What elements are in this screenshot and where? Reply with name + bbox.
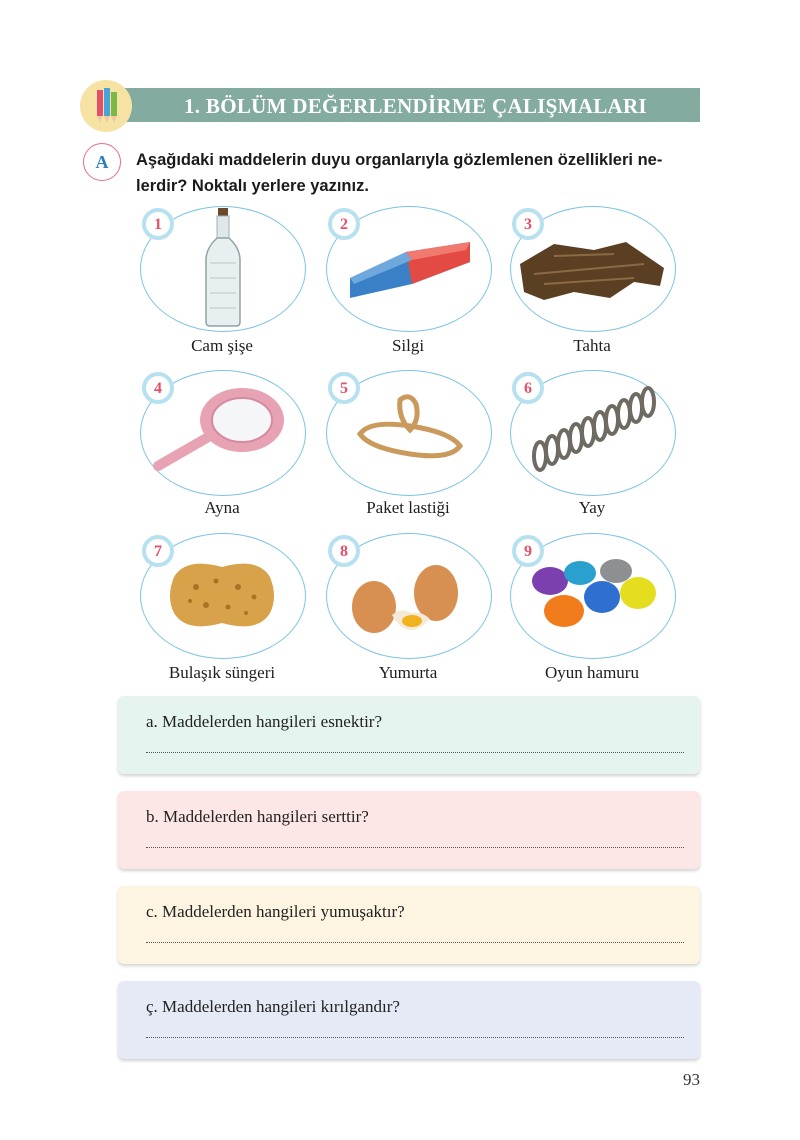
item-card-2 xyxy=(326,206,506,376)
item-number-badge: 6 xyxy=(512,372,544,404)
section-letter-badge: A xyxy=(83,143,121,181)
answer-line[interactable] xyxy=(146,1037,684,1038)
question-box-c-cedilla xyxy=(118,981,700,1059)
wood-plank-icon xyxy=(514,234,670,310)
item-number-badge: 7 xyxy=(142,535,174,567)
page-title: 1. BÖLÜM DEĞERLENDİRME ÇALIŞMALARI xyxy=(184,94,647,118)
item-label: Oyun hamuru xyxy=(545,663,639,682)
spring-icon xyxy=(524,384,664,474)
play-dough-icon xyxy=(526,555,660,635)
item-number-badge: 5 xyxy=(328,372,360,404)
item-label: Bulaşık süngeri xyxy=(168,663,276,682)
instruction-line-2: lerdir? Noktalı yerlere yazınız. xyxy=(136,177,369,195)
question-box-a xyxy=(118,696,700,774)
item-label: Cam şişe xyxy=(191,336,253,355)
item-card-6 xyxy=(510,370,690,540)
item-label: Yay xyxy=(578,498,606,517)
answer-line[interactable] xyxy=(146,752,684,753)
item-card-3 xyxy=(510,206,690,376)
instruction-text xyxy=(136,147,711,199)
item-label: Ayna xyxy=(204,498,240,517)
item-card-5 xyxy=(326,370,506,540)
eraser-icon xyxy=(346,232,474,304)
header-bar xyxy=(122,88,700,122)
eggs-icon xyxy=(348,557,468,641)
item-label: Paket lastiği xyxy=(366,498,450,517)
glass-bottle-icon xyxy=(198,208,248,328)
instruction-line-1: Aşağıdaki maddelerin duyu organlarıyla gözlemlenen özellikleri ne- xyxy=(136,151,663,169)
item-label: Silgi xyxy=(391,336,425,355)
question-box-c xyxy=(118,886,700,964)
item-card-4 xyxy=(140,370,320,540)
item-number-badge: 4 xyxy=(142,372,174,404)
question-text: b. Maddelerden hangileri serttir? xyxy=(146,807,369,826)
item-number-badge: 8 xyxy=(328,535,360,567)
item-card-1 xyxy=(140,206,320,376)
question-text: ç. Maddelerden hangileri kırılgandır? xyxy=(146,997,400,1016)
question-text: c. Maddelerden hangileri yumuşaktır? xyxy=(146,902,405,921)
question-text: a. Maddelerden hangileri esnektir? xyxy=(146,712,383,731)
answer-line[interactable] xyxy=(146,847,684,848)
item-number-badge: 2 xyxy=(328,208,360,240)
item-card-8 xyxy=(326,533,506,703)
item-card-9 xyxy=(510,533,690,703)
item-number-badge: 9 xyxy=(512,535,544,567)
sponge-icon xyxy=(166,557,278,633)
item-number-badge: 1 xyxy=(142,208,174,240)
hand-mirror-icon xyxy=(150,380,300,480)
question-box-b xyxy=(118,791,700,869)
page-number: 93 xyxy=(683,1070,700,1089)
item-card-7 xyxy=(140,533,320,703)
item-number-badge: 3 xyxy=(512,208,544,240)
item-label: Yumurta xyxy=(378,663,438,682)
pencils-icon xyxy=(80,80,132,132)
answer-line[interactable] xyxy=(146,942,684,943)
rubber-band-icon xyxy=(350,390,470,470)
item-label: Tahta xyxy=(573,336,611,355)
